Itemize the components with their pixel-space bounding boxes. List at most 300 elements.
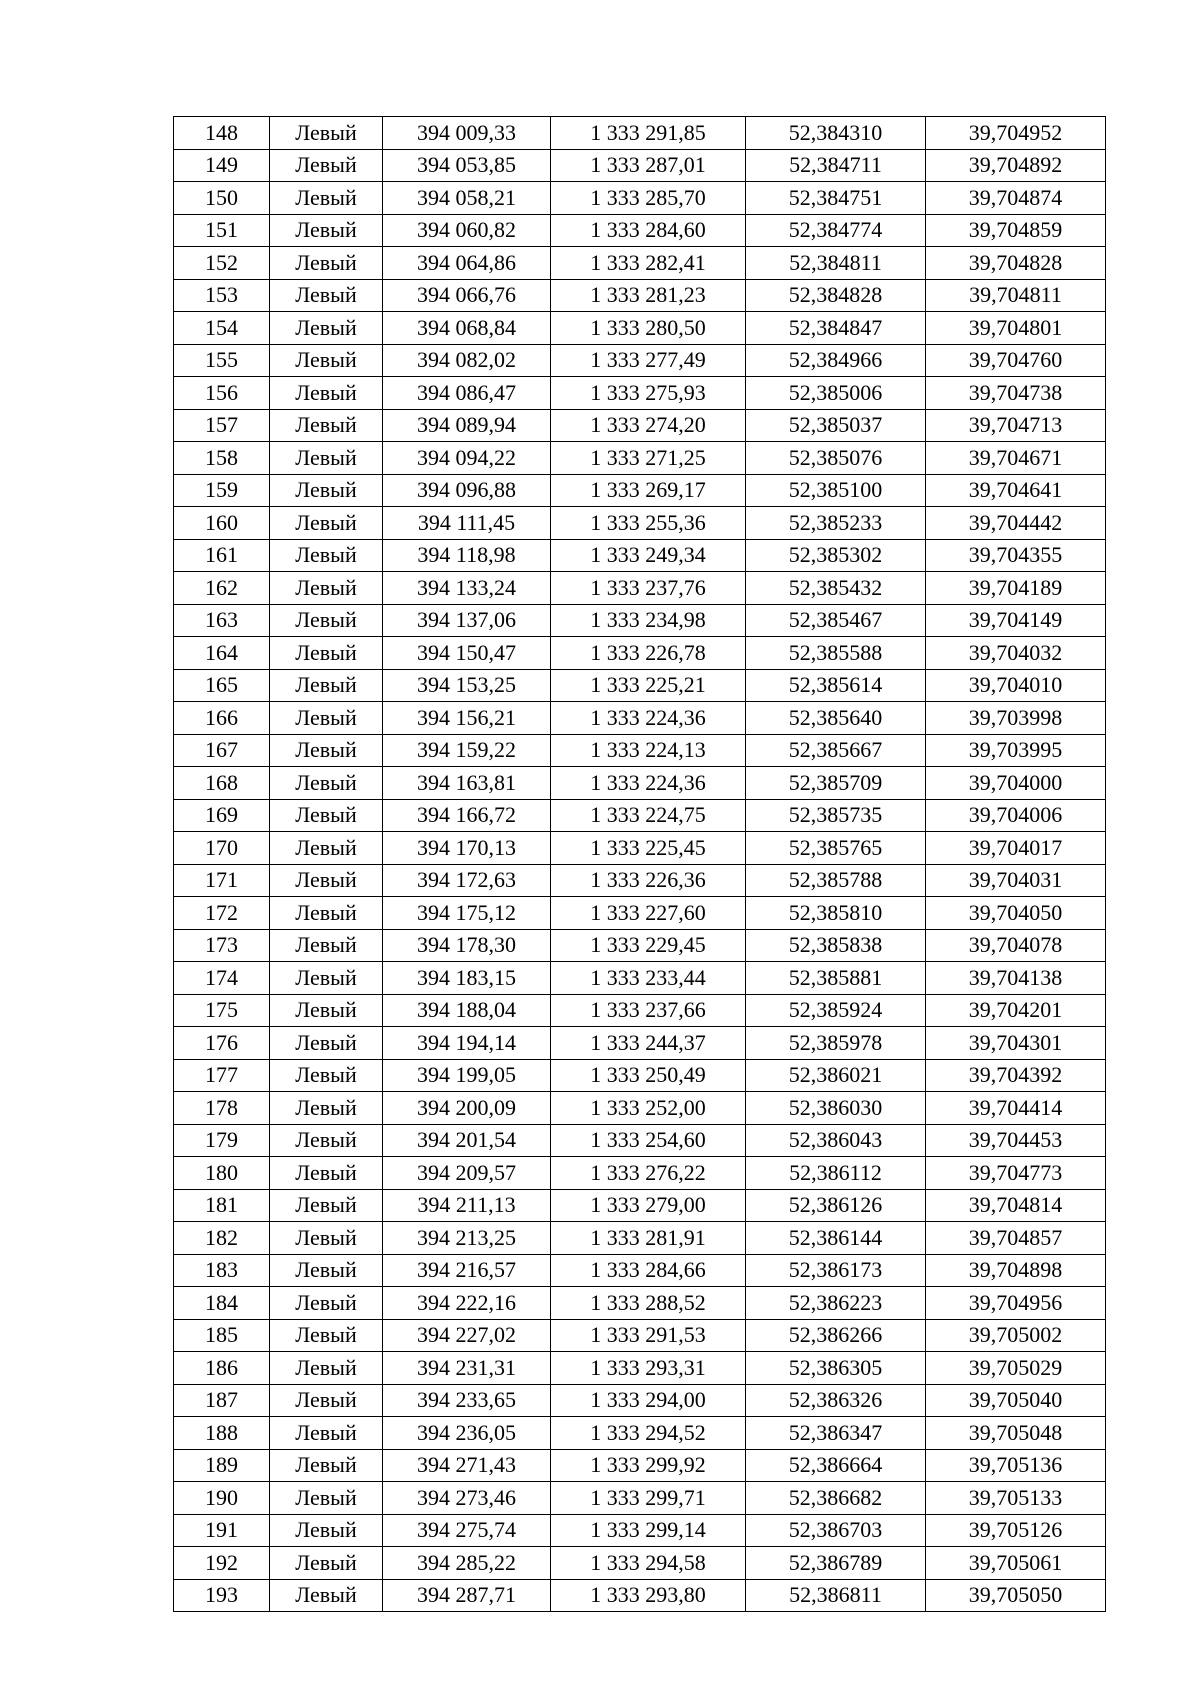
x-coordinate-cell: 394 053,85: [383, 149, 551, 182]
table-row: [174, 1222, 1106, 1255]
side-cell: Левый: [270, 1092, 383, 1125]
point-number-cell: 149: [174, 149, 270, 182]
x-coordinate-cell: 394 233,65: [383, 1384, 551, 1417]
side-cell: Левый: [270, 767, 383, 800]
y-coordinate-cell: 1 333 294,52: [551, 1417, 746, 1450]
y-coordinate-cell: 1 333 254,60: [551, 1124, 746, 1157]
table-row: [174, 312, 1106, 345]
side-cell: Левый: [270, 312, 383, 345]
longitude-cell: 39,704738: [926, 377, 1106, 410]
point-number-cell: 150: [174, 182, 270, 215]
y-coordinate-cell: 1 333 282,41: [551, 247, 746, 280]
y-coordinate-cell: 1 333 224,75: [551, 799, 746, 832]
longitude-cell: 39,704149: [926, 604, 1106, 637]
side-cell: Левый: [270, 344, 383, 377]
y-coordinate-cell: 1 333 281,91: [551, 1222, 746, 1255]
x-coordinate-cell: 394 163,81: [383, 767, 551, 800]
latitude-cell: 52,385037: [746, 409, 926, 442]
point-number-cell: 185: [174, 1319, 270, 1352]
point-number-cell: 189: [174, 1449, 270, 1482]
side-cell: Левый: [270, 864, 383, 897]
y-coordinate-cell: 1 333 284,60: [551, 214, 746, 247]
longitude-cell: 39,704010: [926, 669, 1106, 702]
point-number-cell: 169: [174, 799, 270, 832]
point-number-cell: 170: [174, 832, 270, 865]
table-row: [174, 1059, 1106, 1092]
table-row: [174, 1384, 1106, 1417]
side-cell: Левый: [270, 1222, 383, 1255]
point-number-cell: 166: [174, 702, 270, 735]
y-coordinate-cell: 1 333 280,50: [551, 312, 746, 345]
longitude-cell: 39,704801: [926, 312, 1106, 345]
side-cell: Левый: [270, 832, 383, 865]
table-row: [174, 604, 1106, 637]
x-coordinate-cell: 394 273,46: [383, 1482, 551, 1515]
y-coordinate-cell: 1 333 252,00: [551, 1092, 746, 1125]
y-coordinate-cell: 1 333 269,17: [551, 474, 746, 507]
x-coordinate-cell: 394 058,21: [383, 182, 551, 215]
table-row: [174, 832, 1106, 865]
side-cell: Левый: [270, 149, 383, 182]
longitude-cell: 39,705126: [926, 1514, 1106, 1547]
x-coordinate-cell: 394 213,25: [383, 1222, 551, 1255]
longitude-cell: 39,705002: [926, 1319, 1106, 1352]
longitude-cell: 39,704713: [926, 409, 1106, 442]
latitude-cell: 52,385588: [746, 637, 926, 670]
latitude-cell: 52,385233: [746, 507, 926, 540]
x-coordinate-cell: 394 064,86: [383, 247, 551, 280]
point-number-cell: 193: [174, 1579, 270, 1612]
longitude-cell: 39,704078: [926, 929, 1106, 962]
side-cell: Левый: [270, 1027, 383, 1060]
x-coordinate-cell: 394 096,88: [383, 474, 551, 507]
y-coordinate-cell: 1 333 287,01: [551, 149, 746, 182]
side-cell: Левый: [270, 604, 383, 637]
point-number-cell: 158: [174, 442, 270, 475]
point-number-cell: 183: [174, 1254, 270, 1287]
y-coordinate-cell: 1 333 288,52: [551, 1287, 746, 1320]
x-coordinate-cell: 394 159,22: [383, 734, 551, 767]
longitude-cell: 39,704031: [926, 864, 1106, 897]
y-coordinate-cell: 1 333 294,00: [551, 1384, 746, 1417]
table-row: [174, 1319, 1106, 1352]
table-row: [174, 929, 1106, 962]
y-coordinate-cell: 1 333 274,20: [551, 409, 746, 442]
point-number-cell: 163: [174, 604, 270, 637]
x-coordinate-cell: 394 194,14: [383, 1027, 551, 1060]
longitude-cell: 39,704000: [926, 767, 1106, 800]
point-number-cell: 186: [174, 1352, 270, 1385]
point-number-cell: 190: [174, 1482, 270, 1515]
side-cell: Левый: [270, 539, 383, 572]
table-row: [174, 767, 1106, 800]
y-coordinate-cell: 1 333 249,34: [551, 539, 746, 572]
longitude-cell: 39,704442: [926, 507, 1106, 540]
x-coordinate-cell: 394 060,82: [383, 214, 551, 247]
point-number-cell: 148: [174, 117, 270, 150]
latitude-cell: 52,384966: [746, 344, 926, 377]
y-coordinate-cell: 1 333 224,36: [551, 767, 746, 800]
table-row: [174, 344, 1106, 377]
x-coordinate-cell: 394 227,02: [383, 1319, 551, 1352]
longitude-cell: 39,704828: [926, 247, 1106, 280]
x-coordinate-cell: 394 066,76: [383, 279, 551, 312]
x-coordinate-cell: 394 183,15: [383, 962, 551, 995]
point-number-cell: 181: [174, 1189, 270, 1222]
x-coordinate-cell: 394 009,33: [383, 117, 551, 150]
latitude-cell: 52,384847: [746, 312, 926, 345]
point-number-cell: 167: [174, 734, 270, 767]
side-cell: Левый: [270, 279, 383, 312]
longitude-cell: 39,705048: [926, 1417, 1106, 1450]
x-coordinate-cell: 394 216,57: [383, 1254, 551, 1287]
point-number-cell: 175: [174, 994, 270, 1027]
latitude-cell: 52,386703: [746, 1514, 926, 1547]
side-cell: Левый: [270, 1352, 383, 1385]
side-cell: Левый: [270, 1319, 383, 1352]
y-coordinate-cell: 1 333 281,23: [551, 279, 746, 312]
y-coordinate-cell: 1 333 271,25: [551, 442, 746, 475]
longitude-cell: 39,704414: [926, 1092, 1106, 1125]
side-cell: Левый: [270, 572, 383, 605]
y-coordinate-cell: 1 333 226,78: [551, 637, 746, 670]
point-number-cell: 160: [174, 507, 270, 540]
longitude-cell: 39,705061: [926, 1547, 1106, 1580]
point-number-cell: 177: [174, 1059, 270, 1092]
table-row: [174, 409, 1106, 442]
table-row: [174, 864, 1106, 897]
latitude-cell: 52,385838: [746, 929, 926, 962]
y-coordinate-cell: 1 333 293,31: [551, 1352, 746, 1385]
latitude-cell: 52,386173: [746, 1254, 926, 1287]
latitude-cell: 52,386305: [746, 1352, 926, 1385]
latitude-cell: 52,384828: [746, 279, 926, 312]
longitude-cell: 39,704189: [926, 572, 1106, 605]
longitude-cell: 39,704892: [926, 149, 1106, 182]
side-cell: Левый: [270, 962, 383, 995]
side-cell: Левый: [270, 247, 383, 280]
y-coordinate-cell: 1 333 229,45: [551, 929, 746, 962]
side-cell: Левый: [270, 897, 383, 930]
x-coordinate-cell: 394 133,24: [383, 572, 551, 605]
longitude-cell: 39,704857: [926, 1222, 1106, 1255]
y-coordinate-cell: 1 333 291,53: [551, 1319, 746, 1352]
x-coordinate-cell: 394 089,94: [383, 409, 551, 442]
latitude-cell: 52,386789: [746, 1547, 926, 1580]
latitude-cell: 52,386266: [746, 1319, 926, 1352]
side-cell: Левый: [270, 1417, 383, 1450]
y-coordinate-cell: 1 333 237,76: [551, 572, 746, 605]
longitude-cell: 39,705029: [926, 1352, 1106, 1385]
x-coordinate-cell: 394 082,02: [383, 344, 551, 377]
latitude-cell: 52,385709: [746, 767, 926, 800]
table-row: [174, 1514, 1106, 1547]
point-number-cell: 192: [174, 1547, 270, 1580]
coordinates-table: [173, 116, 1106, 1612]
x-coordinate-cell: 394 172,63: [383, 864, 551, 897]
point-number-cell: 151: [174, 214, 270, 247]
x-coordinate-cell: 394 271,43: [383, 1449, 551, 1482]
side-cell: Левый: [270, 1124, 383, 1157]
latitude-cell: 52,385667: [746, 734, 926, 767]
x-coordinate-cell: 394 086,47: [383, 377, 551, 410]
table-row: [174, 279, 1106, 312]
x-coordinate-cell: 394 068,84: [383, 312, 551, 345]
point-number-cell: 191: [174, 1514, 270, 1547]
longitude-cell: 39,704859: [926, 214, 1106, 247]
table-row: [174, 247, 1106, 280]
y-coordinate-cell: 1 333 276,22: [551, 1157, 746, 1190]
longitude-cell: 39,704760: [926, 344, 1106, 377]
latitude-cell: 52,385302: [746, 539, 926, 572]
point-number-cell: 168: [174, 767, 270, 800]
side-cell: Левый: [270, 214, 383, 247]
latitude-cell: 52,386021: [746, 1059, 926, 1092]
longitude-cell: 39,704006: [926, 799, 1106, 832]
longitude-cell: 39,704874: [926, 182, 1106, 215]
table-row: [174, 377, 1106, 410]
latitude-cell: 52,385432: [746, 572, 926, 605]
latitude-cell: 52,385614: [746, 669, 926, 702]
y-coordinate-cell: 1 333 299,14: [551, 1514, 746, 1547]
point-number-cell: 187: [174, 1384, 270, 1417]
table-row: [174, 572, 1106, 605]
y-coordinate-cell: 1 333 299,92: [551, 1449, 746, 1482]
latitude-cell: 52,385100: [746, 474, 926, 507]
latitude-cell: 52,386347: [746, 1417, 926, 1450]
point-number-cell: 188: [174, 1417, 270, 1450]
side-cell: Левый: [270, 1579, 383, 1612]
y-coordinate-cell: 1 333 225,45: [551, 832, 746, 865]
longitude-cell: 39,705050: [926, 1579, 1106, 1612]
table-row: [174, 669, 1106, 702]
side-cell: Левый: [270, 1157, 383, 1190]
longitude-cell: 39,703995: [926, 734, 1106, 767]
side-cell: Левый: [270, 1449, 383, 1482]
longitude-cell: 39,703998: [926, 702, 1106, 735]
x-coordinate-cell: 394 275,74: [383, 1514, 551, 1547]
table-row: [174, 1579, 1106, 1612]
longitude-cell: 39,704392: [926, 1059, 1106, 1092]
x-coordinate-cell: 394 222,16: [383, 1287, 551, 1320]
latitude-cell: 52,385006: [746, 377, 926, 410]
point-number-cell: 165: [174, 669, 270, 702]
point-number-cell: 184: [174, 1287, 270, 1320]
point-number-cell: 180: [174, 1157, 270, 1190]
point-number-cell: 173: [174, 929, 270, 962]
longitude-cell: 39,704453: [926, 1124, 1106, 1157]
x-coordinate-cell: 394 094,22: [383, 442, 551, 475]
table-row: [174, 182, 1106, 215]
point-number-cell: 153: [174, 279, 270, 312]
table-row: [174, 1254, 1106, 1287]
side-cell: Левый: [270, 1514, 383, 1547]
table-row: [174, 1352, 1106, 1385]
side-cell: Левый: [270, 1189, 383, 1222]
x-coordinate-cell: 394 209,57: [383, 1157, 551, 1190]
longitude-cell: 39,704956: [926, 1287, 1106, 1320]
x-coordinate-cell: 394 199,05: [383, 1059, 551, 1092]
longitude-cell: 39,704898: [926, 1254, 1106, 1287]
x-coordinate-cell: 394 200,09: [383, 1092, 551, 1125]
table-row: [174, 1189, 1106, 1222]
latitude-cell: 52,386326: [746, 1384, 926, 1417]
table-row: [174, 117, 1106, 150]
side-cell: Левый: [270, 669, 383, 702]
side-cell: Левый: [270, 994, 383, 1027]
side-cell: Левый: [270, 182, 383, 215]
latitude-cell: 52,386664: [746, 1449, 926, 1482]
side-cell: Левый: [270, 734, 383, 767]
point-number-cell: 161: [174, 539, 270, 572]
x-coordinate-cell: 394 118,98: [383, 539, 551, 572]
y-coordinate-cell: 1 333 234,98: [551, 604, 746, 637]
y-coordinate-cell: 1 333 226,36: [551, 864, 746, 897]
side-cell: Левый: [270, 377, 383, 410]
table-row: [174, 1157, 1106, 1190]
longitude-cell: 39,704773: [926, 1157, 1106, 1190]
x-coordinate-cell: 394 285,22: [383, 1547, 551, 1580]
y-coordinate-cell: 1 333 285,70: [551, 182, 746, 215]
table-row: [174, 897, 1106, 930]
latitude-cell: 52,385640: [746, 702, 926, 735]
y-coordinate-cell: 1 333 284,66: [551, 1254, 746, 1287]
table-row: [174, 507, 1106, 540]
table-row: [174, 994, 1106, 1027]
table-row: [174, 702, 1106, 735]
latitude-cell: 52,384751: [746, 182, 926, 215]
side-cell: Левый: [270, 474, 383, 507]
x-coordinate-cell: 394 231,31: [383, 1352, 551, 1385]
point-number-cell: 164: [174, 637, 270, 670]
y-coordinate-cell: 1 333 291,85: [551, 117, 746, 150]
table-row: [174, 539, 1106, 572]
latitude-cell: 52,386126: [746, 1189, 926, 1222]
x-coordinate-cell: 394 287,71: [383, 1579, 551, 1612]
longitude-cell: 39,704952: [926, 117, 1106, 150]
latitude-cell: 52,385881: [746, 962, 926, 995]
y-coordinate-cell: 1 333 237,66: [551, 994, 746, 1027]
table-row: [174, 1547, 1106, 1580]
longitude-cell: 39,704671: [926, 442, 1106, 475]
side-cell: Левый: [270, 117, 383, 150]
longitude-cell: 39,704814: [926, 1189, 1106, 1222]
side-cell: Левый: [270, 702, 383, 735]
y-coordinate-cell: 1 333 233,44: [551, 962, 746, 995]
x-coordinate-cell: 394 178,30: [383, 929, 551, 962]
side-cell: Левый: [270, 929, 383, 962]
table-row: [174, 799, 1106, 832]
latitude-cell: 52,385924: [746, 994, 926, 1027]
y-coordinate-cell: 1 333 299,71: [551, 1482, 746, 1515]
side-cell: Левый: [270, 1547, 383, 1580]
y-coordinate-cell: 1 333 279,00: [551, 1189, 746, 1222]
longitude-cell: 39,704138: [926, 962, 1106, 995]
point-number-cell: 182: [174, 1222, 270, 1255]
side-cell: Левый: [270, 637, 383, 670]
x-coordinate-cell: 394 188,04: [383, 994, 551, 1027]
x-coordinate-cell: 394 150,47: [383, 637, 551, 670]
latitude-cell: 52,385978: [746, 1027, 926, 1060]
point-number-cell: 162: [174, 572, 270, 605]
latitude-cell: 52,385076: [746, 442, 926, 475]
latitude-cell: 52,385810: [746, 897, 926, 930]
latitude-cell: 52,386043: [746, 1124, 926, 1157]
longitude-cell: 39,704355: [926, 539, 1106, 572]
table-row: [174, 214, 1106, 247]
side-cell: Левый: [270, 1059, 383, 1092]
y-coordinate-cell: 1 333 275,93: [551, 377, 746, 410]
y-coordinate-cell: 1 333 244,37: [551, 1027, 746, 1060]
longitude-cell: 39,705040: [926, 1384, 1106, 1417]
x-coordinate-cell: 394 137,06: [383, 604, 551, 637]
latitude-cell: 52,386811: [746, 1579, 926, 1612]
side-cell: Левый: [270, 1254, 383, 1287]
table-row: [174, 637, 1106, 670]
latitude-cell: 52,386112: [746, 1157, 926, 1190]
table-row: [174, 1482, 1106, 1515]
side-cell: Левый: [270, 409, 383, 442]
latitude-cell: 52,384774: [746, 214, 926, 247]
point-number-cell: 172: [174, 897, 270, 930]
point-number-cell: 155: [174, 344, 270, 377]
y-coordinate-cell: 1 333 224,36: [551, 702, 746, 735]
latitude-cell: 52,386682: [746, 1482, 926, 1515]
y-coordinate-cell: 1 333 227,60: [551, 897, 746, 930]
table-row: [174, 1449, 1106, 1482]
side-cell: Левый: [270, 799, 383, 832]
latitude-cell: 52,386144: [746, 1222, 926, 1255]
longitude-cell: 39,704017: [926, 832, 1106, 865]
point-number-cell: 171: [174, 864, 270, 897]
y-coordinate-cell: 1 333 225,21: [551, 669, 746, 702]
table-row: [174, 1417, 1106, 1450]
longitude-cell: 39,705133: [926, 1482, 1106, 1515]
point-number-cell: 159: [174, 474, 270, 507]
side-cell: Левый: [270, 1384, 383, 1417]
table-row: [174, 962, 1106, 995]
table-row: [174, 442, 1106, 475]
x-coordinate-cell: 394 166,72: [383, 799, 551, 832]
table-row: [174, 1287, 1106, 1320]
longitude-cell: 39,704811: [926, 279, 1106, 312]
x-coordinate-cell: 394 201,54: [383, 1124, 551, 1157]
point-number-cell: 178: [174, 1092, 270, 1125]
table-row: [174, 734, 1106, 767]
longitude-cell: 39,704641: [926, 474, 1106, 507]
y-coordinate-cell: 1 333 224,13: [551, 734, 746, 767]
latitude-cell: 52,384811: [746, 247, 926, 280]
side-cell: Левый: [270, 1287, 383, 1320]
latitude-cell: 52,385765: [746, 832, 926, 865]
x-coordinate-cell: 394 170,13: [383, 832, 551, 865]
point-number-cell: 152: [174, 247, 270, 280]
latitude-cell: 52,386030: [746, 1092, 926, 1125]
longitude-cell: 39,704301: [926, 1027, 1106, 1060]
latitude-cell: 52,386223: [746, 1287, 926, 1320]
point-number-cell: 157: [174, 409, 270, 442]
longitude-cell: 39,704050: [926, 897, 1106, 930]
table-row: [174, 149, 1106, 182]
point-number-cell: 174: [174, 962, 270, 995]
x-coordinate-cell: 394 175,12: [383, 897, 551, 930]
side-cell: Левый: [270, 442, 383, 475]
latitude-cell: 52,385735: [746, 799, 926, 832]
point-number-cell: 156: [174, 377, 270, 410]
y-coordinate-cell: 1 333 294,58: [551, 1547, 746, 1580]
point-number-cell: 154: [174, 312, 270, 345]
x-coordinate-cell: 394 153,25: [383, 669, 551, 702]
